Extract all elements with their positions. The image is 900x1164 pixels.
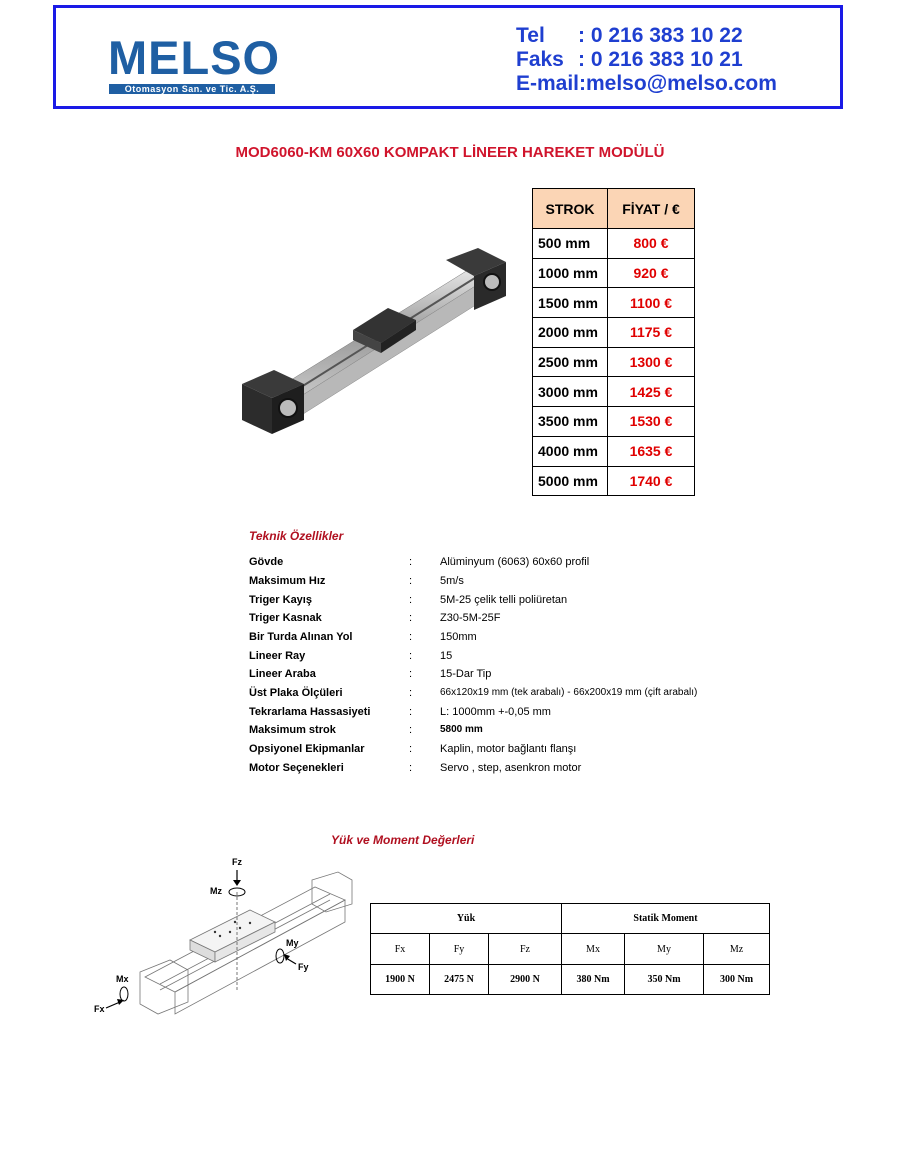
spec-key: Lineer Ray: [249, 650, 306, 662]
spec-key: Triger Kasnak: [249, 612, 322, 624]
sub-header-cell: Mx: [562, 934, 625, 965]
sub-header-cell: Fy: [430, 934, 489, 965]
stroke-header: STROK: [533, 189, 608, 229]
stroke-cell: 2500 mm: [533, 347, 608, 377]
spec-value: 5800 mm: [440, 724, 483, 735]
spec-separator: :: [409, 762, 413, 774]
stroke-cell: 5000 mm: [533, 466, 608, 496]
logo-subtitle: Otomasyon San. ve Tic. A.Ş.: [109, 84, 275, 94]
price-cell: 1740 €: [608, 466, 695, 496]
table-row: [533, 258, 695, 288]
price-table-header: [533, 189, 695, 229]
table-row: [533, 318, 695, 348]
spec-separator: :: [409, 594, 413, 606]
spec-value: 15: [440, 650, 453, 662]
load-table-sub-header: [371, 934, 770, 965]
price-cell: 1100 €: [608, 288, 695, 318]
spec-key: Motor Seçenekleri: [249, 762, 344, 774]
value-cell: 2475 N: [430, 965, 489, 995]
fx-label: Fx: [94, 1004, 105, 1014]
contact-fax-value: : 0 216 383 10 21: [578, 48, 743, 71]
sub-header-cell: My: [625, 934, 704, 965]
mz-label: Mz: [210, 886, 222, 896]
spec-separator: :: [409, 706, 413, 718]
specs-title: Teknik Özellikler: [249, 529, 344, 543]
header-box: [53, 5, 843, 109]
load-group-header: Yük: [371, 904, 562, 934]
spec-separator: :: [409, 668, 413, 680]
table-row: [533, 466, 695, 496]
spec-separator: :: [409, 575, 413, 587]
logo-text: MELSO: [108, 31, 281, 84]
spec-separator: :: [409, 556, 413, 568]
spec-value: 5m/s: [440, 575, 464, 587]
stroke-cell: 4000 mm: [533, 436, 608, 466]
spec-separator: :: [409, 743, 413, 755]
contact-email-value[interactable]: melso@melso.com: [586, 72, 777, 95]
spec-value: 15-Dar Tip: [440, 668, 492, 680]
spec-key: Maksimum Hız: [249, 575, 326, 587]
price-cell: 800 €: [608, 229, 695, 259]
table-row: [371, 965, 770, 995]
spec-value: Z30-5M-25F: [440, 612, 501, 624]
contact-email-label: E-mail:: [516, 72, 587, 95]
spec-value: L: 1000mm +-0,05 mm: [440, 706, 551, 718]
spec-value: 150mm: [440, 631, 477, 643]
table-row: [533, 436, 695, 466]
spec-key: Triger Kayış: [249, 594, 312, 606]
stroke-cell: 2000 mm: [533, 318, 608, 348]
price-cell: 1530 €: [608, 407, 695, 437]
table-row: [533, 407, 695, 437]
table-row: [533, 288, 695, 318]
sub-header-cell: Fz: [489, 934, 562, 965]
product-image: [238, 238, 518, 438]
load-table-group-header: [371, 904, 770, 934]
spec-value: Alüminyum (6063) 60x60 profil: [440, 556, 590, 568]
spec-key: Gövde: [249, 556, 284, 568]
contact-fax-label: Faks: [516, 48, 564, 71]
page-title: MOD6060-KM 60X60 KOMPAKT LİNEER HAREKET MODÜLÜ: [235, 144, 665, 161]
stroke-cell: 1500 mm: [533, 288, 608, 318]
table-row: [533, 347, 695, 377]
value-cell: 350 Nm: [625, 965, 704, 995]
price-header: FİYAT / €: [608, 189, 695, 229]
spec-separator: :: [409, 687, 413, 699]
price-table: [532, 188, 695, 496]
value-cell: 2900 N: [489, 965, 562, 995]
load-title: Yük ve Moment Değerleri: [331, 833, 475, 847]
contact-fax: [516, 49, 743, 70]
sub-header-cell: Mz: [704, 934, 770, 965]
spec-value: Servo , step, asenkron motor: [440, 762, 582, 774]
load-table: [370, 903, 770, 995]
spec-key: Lineer Araba: [249, 668, 316, 680]
stroke-cell: 500 mm: [533, 229, 608, 259]
price-cell: 1300 €: [608, 347, 695, 377]
stroke-cell: 3000 mm: [533, 377, 608, 407]
stroke-cell: 1000 mm: [533, 258, 608, 288]
spec-key: Opsiyonel Ekipmanlar: [249, 743, 365, 755]
spec-value: 66x120x19 mm (tek arabalı) - 66x200x19 mm (çift arabalı): [440, 687, 698, 698]
stroke-cell: 3500 mm: [533, 407, 608, 437]
price-cell: 1635 €: [608, 436, 695, 466]
spec-key: Bir Turda Alınan Yol: [249, 631, 353, 643]
value-cell: 1900 N: [371, 965, 430, 995]
spec-key: Maksimum strok: [249, 724, 336, 736]
spec-separator: :: [409, 650, 413, 662]
contact-phone-value: : 0 216 383 10 22: [578, 24, 743, 47]
price-cell: 920 €: [608, 258, 695, 288]
value-cell: 380 Nm: [562, 965, 625, 995]
spec-value: Kaplin, motor bağlantı flanşı: [440, 743, 577, 755]
spec-value: 5M-25 çelik telli poliüretan: [440, 594, 568, 606]
load-diagram: [90, 852, 360, 1022]
contact-email: [516, 73, 777, 94]
mx-label: Mx: [116, 974, 129, 984]
moment-group-header: Statik Moment: [562, 904, 770, 934]
contact-phone: [516, 25, 743, 46]
my-label: My: [286, 938, 299, 948]
spec-separator: :: [409, 631, 413, 643]
fz-label: Fz: [232, 857, 242, 867]
table-row: [533, 229, 695, 259]
price-cell: 1175 €: [608, 318, 695, 348]
spec-key: Tekrarlama Hassasiyeti: [249, 706, 371, 718]
contact-phone-label: Tel: [516, 24, 545, 47]
table-row: [533, 377, 695, 407]
spec-separator: :: [409, 612, 413, 624]
sub-header-cell: Fx: [371, 934, 430, 965]
spec-separator: :: [409, 724, 413, 736]
spec-key: Üst Plaka Ölçüleri: [249, 687, 343, 699]
fy-label: Fy: [298, 962, 309, 972]
price-cell: 1425 €: [608, 377, 695, 407]
value-cell: 300 Nm: [704, 965, 770, 995]
